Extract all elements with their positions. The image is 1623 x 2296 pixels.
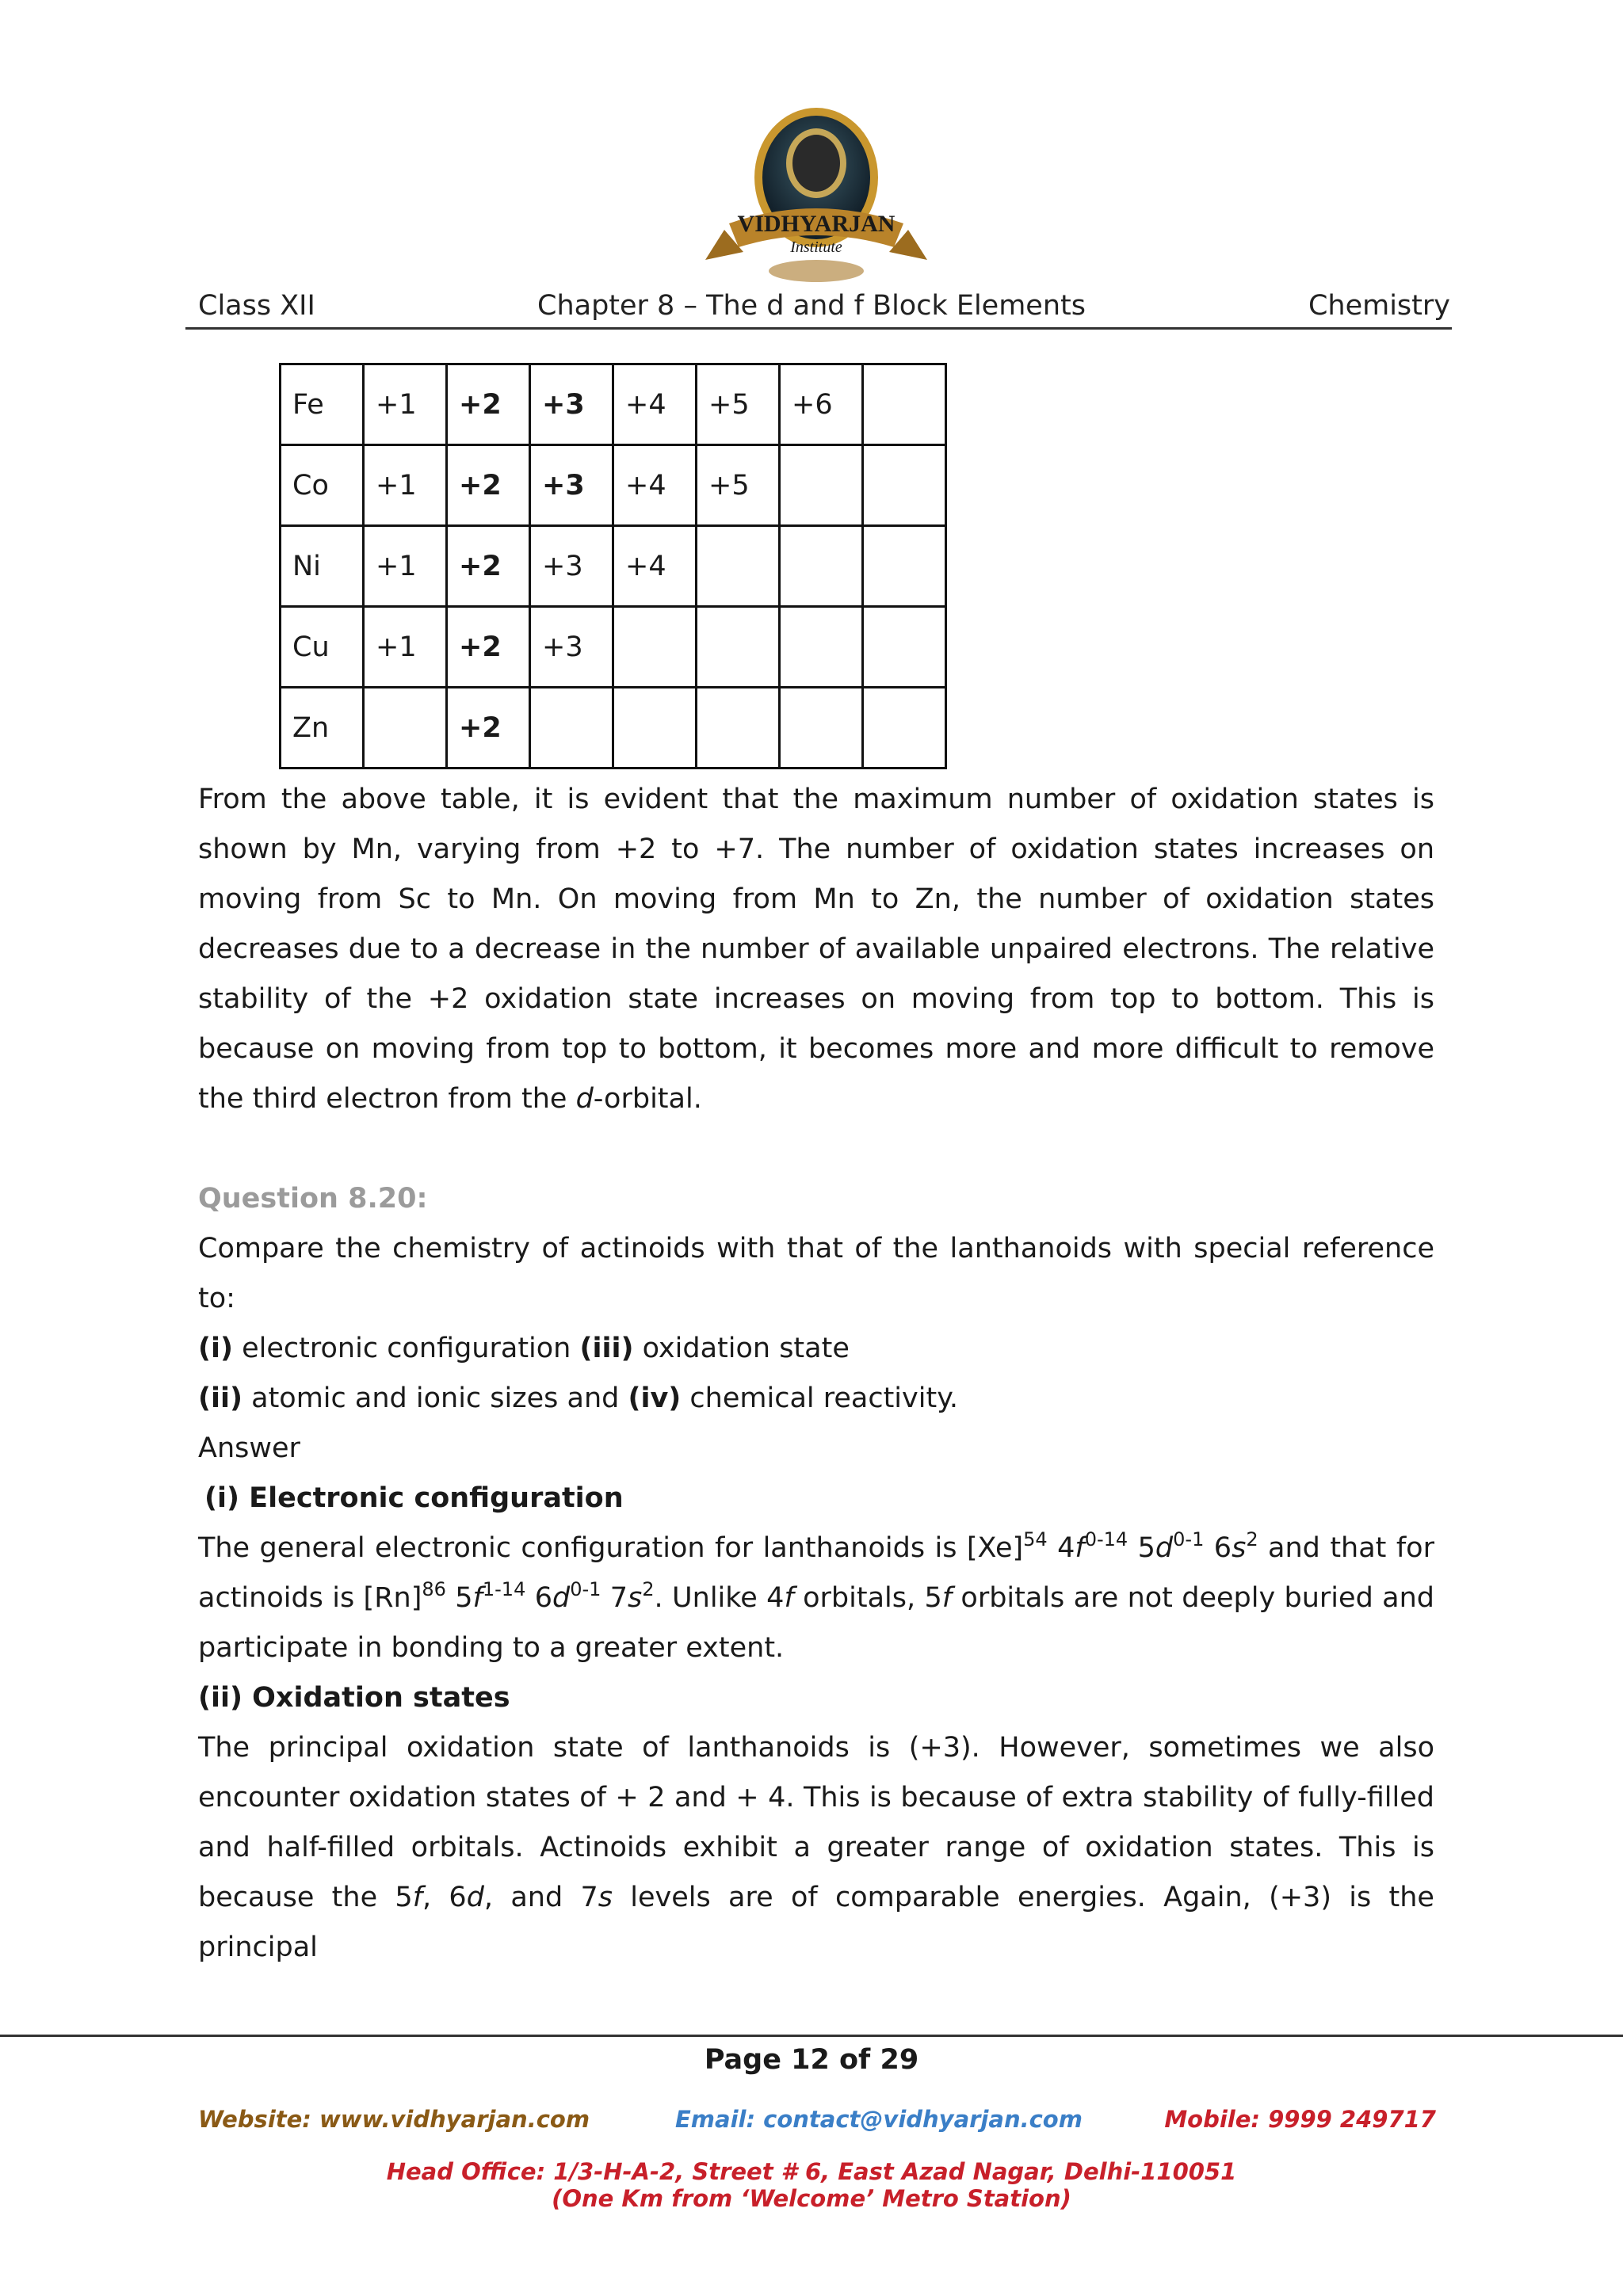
table-cell: +2 [447,364,530,445]
text: 4 [1047,1532,1075,1564]
table-cell: +1 [364,607,447,688]
footer-rule [0,2035,1623,2037]
text: The principal oxidation state of lanthanoids is (+3). However, sometimes we also encounter oxidation states of + 2 and + 4. This is because of extra stability of fully-filled and half-filled orbitals. Actinoids exhibit a greater range of oxidation states. This is because the 5 [198,1732,1434,1913]
text: orbitals, 5 [793,1582,942,1614]
italic-text: d [1155,1532,1174,1564]
table-cell [780,688,863,769]
text: . Unlike 4 [654,1582,785,1614]
question-title: Question 8.20: [198,1183,428,1215]
table-cell: +2 [447,445,530,526]
superscript: 0-1 [1173,1528,1205,1550]
item-label: (i) [198,1333,233,1364]
superscript: 0-1 [570,1578,601,1600]
table-cell [863,364,946,445]
italic-text: d [552,1582,571,1614]
table-cell [364,688,447,769]
superscript: 2 [642,1578,655,1600]
paragraph-text: -orbital. [593,1083,702,1115]
table-cell [863,445,946,526]
oxidation-state-table [279,363,947,769]
table-cell: +2 [447,607,530,688]
italic-text: d [466,1882,484,1913]
table-row [281,607,946,688]
table-cell [697,607,780,688]
italic-text: s [598,1882,613,1913]
question-item-i [198,1324,850,1374]
table-cell: +1 [364,364,447,445]
header-chapter: Chapter 8 – The d and f Block Elements [537,290,1086,322]
table-cell: +2 [447,688,530,769]
table-explanation-paragraph [198,775,1434,1124]
text: , and 7 [483,1882,598,1913]
table-cell: +3 [530,364,613,445]
logo-main-text: VIDHYARJAN [737,211,896,237]
item-label: (iii) [579,1333,634,1364]
table-cell: +4 [613,364,697,445]
page-number: Page 12 of 29 [704,2044,919,2076]
electronic-configuration-paragraph [198,1524,1434,1673]
text: levels are of comparable energies. Again, (+3) is the principal [198,1882,1434,1963]
italic-text: f [784,1582,794,1614]
item-text: electronic configuration [233,1333,580,1364]
italic-text: s [1232,1532,1247,1564]
italic-text: f [941,1582,953,1614]
item-label: (ii) [198,1383,242,1414]
table-cell: +4 [613,445,697,526]
superscript: 1-14 [482,1578,526,1600]
table-cell [863,688,946,769]
table-cell: Zn [281,688,364,769]
vidhyarjan-logo [705,105,927,288]
table-cell: +3 [530,607,613,688]
paragraph-text: From the above table, it is evident that the maximum number of oxidation states is shown by Mn, varying from +2 to +7. The number of oxidation states increases on moving from Sc to Mn. On moving from Mn to Zn, the number of oxidation states decreases due to a decrease in the number of available unpaired electrons. The relative stability of the +2 oxidation state increases on moving from top to bottom. This is because on moving from top to bottom, it becomes more and more difficult to remove the third electron from the [198,784,1434,1115]
question-item-ii [198,1374,958,1424]
table-row [281,445,946,526]
table-cell [697,526,780,607]
table-cell [697,688,780,769]
superscript: 0-14 [1084,1528,1128,1550]
text: and that for actinoids is [Rn] [198,1532,1434,1614]
table-cell [530,688,613,769]
text: 6 [525,1582,552,1614]
table-cell: Co [281,445,364,526]
text: orbitals are not deeply buried and participate in bonding to a greater extent. [198,1582,1434,1664]
table-cell: +1 [364,526,447,607]
header-subject: Chemistry [1308,290,1450,322]
table-cell [780,526,863,607]
table-cell: Cu [281,607,364,688]
table-cell: +6 [780,364,863,445]
footer-office-note: (One Km from ‘Welcome’ Metro Station) [552,2185,1071,2212]
item-text: atomic and ionic sizes and [242,1383,628,1414]
table-cell [780,445,863,526]
table-cell: Ni [281,526,364,607]
section-title-electronic-configuration: (i) Electronic configuration [204,1482,624,1514]
footer-email-link[interactable]: Email: contact@vidhyarjan.com [675,2106,1083,2133]
italic-text: f [472,1582,483,1614]
table-cell [863,526,946,607]
text: 5 [1128,1532,1155,1564]
italic-text: d [575,1083,594,1115]
table-cell: +4 [613,526,697,607]
text: The general electronic configuration for lanthanoids is [Xe] [198,1532,1024,1564]
italic-text: f [1075,1532,1085,1564]
footer-mobile: Mobile: 9999 249717 [1164,2106,1436,2133]
table-cell: +2 [447,526,530,607]
logo-sub-text: Institute [790,238,842,256]
item-label: (iv) [628,1383,682,1414]
section-title-oxidation-states: (ii) Oxidation states [198,1682,510,1714]
header-class: Class XII [198,290,315,322]
text: , 6 [422,1882,467,1913]
answer-label: Answer [198,1432,300,1464]
italic-text: s [628,1582,643,1614]
table-row [281,526,946,607]
text: 6 [1204,1532,1232,1564]
item-text: chemical reactivity. [681,1383,959,1414]
table-cell: +1 [364,445,447,526]
footer-website-link[interactable]: Website: www.vidhyarjan.com [198,2106,590,2133]
item-text: oxidation state [633,1333,850,1364]
table-cell: Fe [281,364,364,445]
table-cell [780,607,863,688]
table-cell [863,607,946,688]
superscript: 2 [1246,1528,1258,1550]
italic-text: f [412,1882,423,1913]
oxidation-states-paragraph [198,1723,1434,1973]
table-cell: +5 [697,445,780,526]
superscript: 54 [1023,1528,1048,1550]
table-cell [613,607,697,688]
text: 7 [601,1582,628,1614]
table-row [281,688,946,769]
table-row [281,364,946,445]
table-cell: +5 [697,364,780,445]
header-rule [185,327,1452,330]
question-text: Compare the chemistry of actinoids with that of the lanthanoids with special reference to: [198,1233,1434,1314]
table-cell [613,688,697,769]
table-cell: +3 [530,445,613,526]
text: 5 [445,1582,473,1614]
footer-head-office: Head Office: 1/3-H-A-2, Street # 6, East Azad Nagar, Delhi-110051 [386,2158,1237,2185]
table-cell: +3 [530,526,613,607]
superscript: 86 [422,1578,446,1600]
